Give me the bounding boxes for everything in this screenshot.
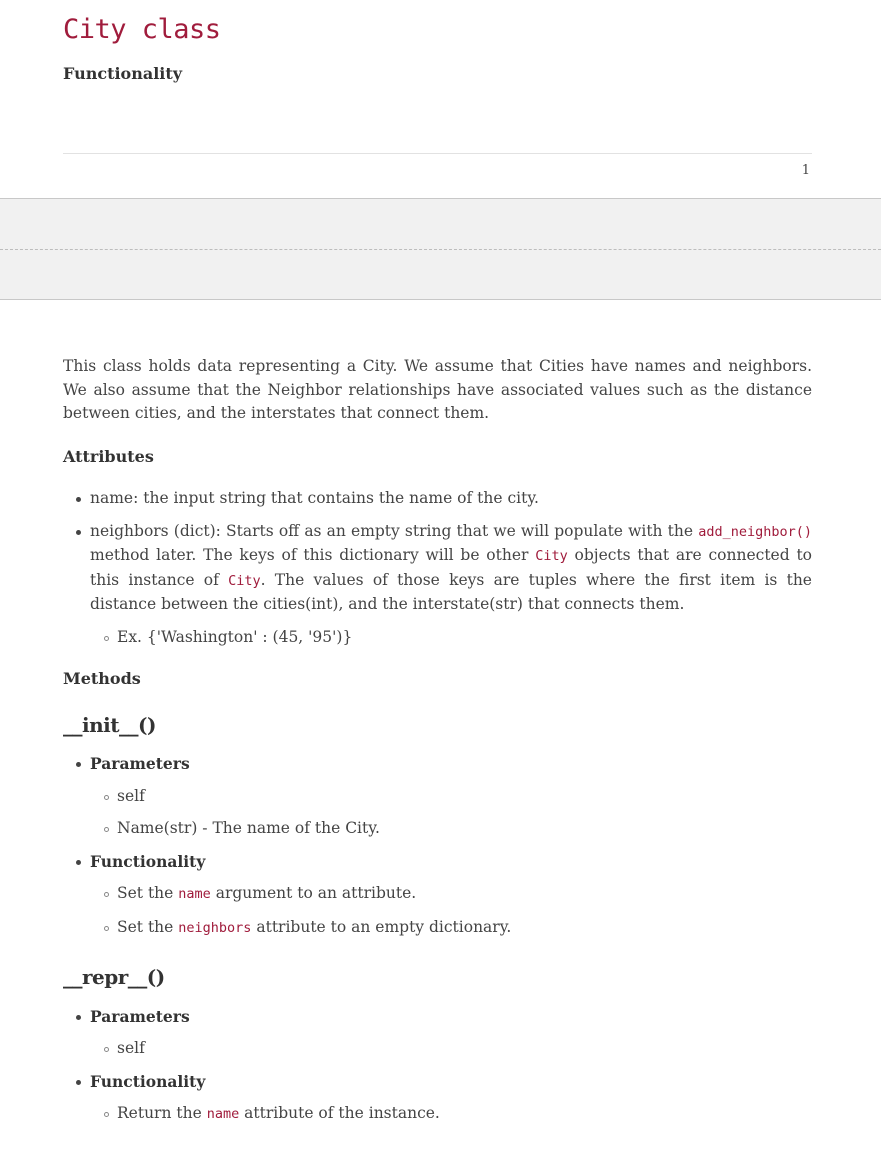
inline-code: neighbors xyxy=(178,919,252,936)
methods-heading: Methods xyxy=(63,669,141,688)
list-item xyxy=(63,785,812,809)
page-subtitle: Functionality xyxy=(63,64,183,83)
page-break xyxy=(0,198,881,300)
example-text: Ex. {'Washington' : (45, '95')} xyxy=(117,627,353,646)
param-text: self xyxy=(117,1039,145,1057)
list-item xyxy=(63,626,812,650)
list-item xyxy=(63,1102,812,1127)
func-text: Return the xyxy=(117,1104,207,1122)
page-break-line xyxy=(0,249,881,250)
list-item xyxy=(63,817,812,841)
list-item xyxy=(63,752,812,776)
list-item xyxy=(63,882,812,907)
func-text: argument to an attribute. xyxy=(210,884,417,902)
init-list xyxy=(63,752,812,776)
init-params-list xyxy=(63,785,812,841)
document-body xyxy=(63,355,812,1127)
attributes-list xyxy=(63,487,812,649)
list-item xyxy=(63,520,812,650)
divider xyxy=(63,153,812,154)
functionality-label: Functionality xyxy=(90,1071,206,1091)
attribute-neighbors-text: neighbors (dict): Starts off as an empty string that we will populate with the xyxy=(90,521,699,540)
inline-code: name xyxy=(206,1106,240,1122)
func-text: attribute to an empty dictionary. xyxy=(251,917,512,936)
list-item xyxy=(63,1005,812,1029)
repr-params-list xyxy=(63,1037,812,1061)
list-item xyxy=(63,1070,812,1094)
page-number: 1 xyxy=(801,163,810,178)
repr-list xyxy=(63,1005,812,1029)
inline-code: City xyxy=(228,572,261,589)
intro-paragraph: This class holds data representing a City. We assume that Cities have names and neighbors. We also assume that the Neighbor relationships have associated values such as the distance between cities, and the interstates that connect them. xyxy=(63,357,812,422)
method-init-heading: __init__() xyxy=(63,712,156,737)
attribute-neighbors-text: . The values of those keys are tuples where the first item is the distance between the cities(int), and the interstate(str) that connects them. xyxy=(90,570,812,613)
inline-code: add_neighbor() xyxy=(698,523,812,540)
attribute-neighbors-text: objects that are connected to this instance of xyxy=(90,546,812,589)
attributes-heading: Attributes xyxy=(63,446,154,466)
page-1-top xyxy=(0,0,881,198)
func-text: attribute of the instance. xyxy=(239,1104,440,1122)
list-item xyxy=(63,487,812,511)
func-text: Set the xyxy=(117,917,179,936)
functionality-label: Functionality xyxy=(90,851,206,871)
repr-func-items xyxy=(63,1102,812,1127)
list-item xyxy=(63,850,812,874)
method-repr-heading: __repr__() xyxy=(63,965,165,989)
init-func-items xyxy=(63,882,812,940)
list-item xyxy=(63,916,812,941)
parameters-label: Parameters xyxy=(90,1006,190,1026)
repr-func-list xyxy=(63,1070,812,1094)
param-text: self xyxy=(117,786,145,805)
attribute-name: name: the input string that contains the name of the city. xyxy=(90,489,539,507)
inline-code: City xyxy=(535,548,568,564)
attribute-neighbors-text: method later. The keys of this dictionary will be other xyxy=(90,546,536,564)
page-title: City class xyxy=(63,14,221,45)
example-list xyxy=(63,626,812,650)
list-item xyxy=(63,1037,812,1061)
parameters-label: Parameters xyxy=(90,754,190,773)
init-func-list xyxy=(63,850,812,874)
func-text: Set the xyxy=(117,884,179,902)
param-text: Name(str) - The name of the City. xyxy=(117,819,380,837)
inline-code: name xyxy=(178,886,211,902)
